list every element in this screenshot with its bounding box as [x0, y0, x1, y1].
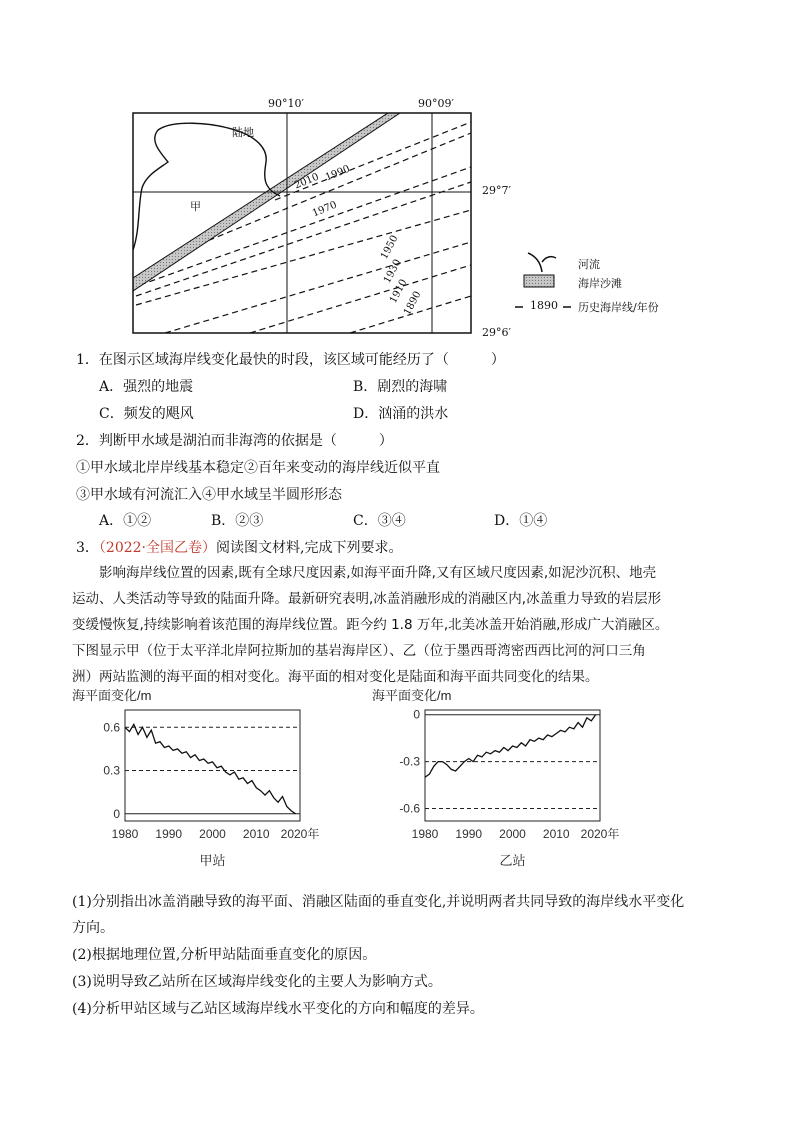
coastline-1930: [136, 210, 471, 305]
plot-frame: [125, 710, 300, 821]
sand-legend-icon: [524, 275, 554, 287]
plot-frame: [425, 710, 600, 821]
y-tick-label: 0: [113, 806, 120, 821]
lake-label: 甲: [190, 200, 201, 213]
chart-station-jia: [60, 686, 350, 886]
q2-option-a: A．①②: [99, 513, 152, 529]
year-label-1990: 1990: [323, 163, 352, 184]
year-label-2010: 2010: [292, 171, 321, 192]
y-tick-label: -0.3: [399, 754, 420, 769]
q2-option-d: D．①④: [494, 513, 548, 529]
q1-option-a: A．强烈的地震: [99, 379, 194, 395]
para-line: 影响海岸线位置的因素,既有全球尺度因素,如海平面升降,又有区域尺度因素,如泥沙沉积、地壳: [99, 565, 657, 581]
year-label-1930: 1930: [381, 257, 404, 286]
q3-subquestion-2: (2)根据地理位置,分析甲站陆面垂直变化的原因。: [72, 947, 377, 963]
q2-stem: 2．判断甲水域是湖泊而非海湾的依据是（ ）: [76, 433, 393, 449]
coastline-1910: [165, 242, 471, 333]
q2-option-b: B．②③: [211, 513, 264, 529]
legend-river-label: 河流: [578, 258, 600, 271]
chart-title: 甲站: [199, 853, 226, 868]
land-label: 陆地: [232, 126, 254, 139]
lat-label-top: 29°7′: [482, 184, 511, 197]
historic-coastlines: [136, 122, 471, 333]
q3-material-paragraph: [72, 560, 732, 690]
lat-label-bottom: 29°6′: [482, 326, 511, 339]
para-line: 运动、人类活动等导致的陆面升降。最新研究表明,冰盖消融形成的消融区内,冰盖重力导致的岩层形: [72, 591, 662, 607]
river-legend-icon: [528, 253, 556, 272]
series-line: [125, 724, 296, 813]
coastline-map-figure: [0, 0, 800, 350]
coastline-1950-b: [136, 182, 471, 296]
x-tick-label: 1980: [111, 827, 139, 841]
x-tick-label: 2010: [542, 827, 570, 841]
lon-label-left: 90°10′: [268, 97, 304, 110]
y-tick-label: 0.6: [103, 720, 120, 735]
sand-beach-band: [133, 113, 400, 291]
q2-statements-1: ①甲水域北岸岸线基本稳定②百年来变动的海岸线近似平直: [76, 460, 440, 476]
para-line: 变缓慢恢复,持续影响着该范围的海岸线位置。距今约 1.8 万年,北美冰盖开始消融,形成广大消融区。: [72, 617, 669, 633]
year-label-1890: 1890: [401, 289, 424, 318]
q3-source: （2022·全国乙卷）: [98, 540, 217, 556]
y-axis-title: 海平面变化/m: [72, 688, 152, 703]
y-tick-label: -0.6: [399, 801, 420, 816]
x-tick-label: 1990: [155, 827, 183, 841]
y-tick-label: 0: [413, 707, 420, 722]
q3-subquestion-1-cont: 方向。: [72, 920, 114, 936]
q2-option-c: C．③④: [353, 513, 406, 529]
q1-stem: 1．在图示区域海岸线变化最快的时段，该区域可能经历了（ ）: [76, 352, 505, 368]
x-tick-label: 2020年: [280, 827, 320, 841]
x-tick-label: 2020年: [580, 827, 620, 841]
year-label-1950: 1950: [378, 233, 401, 262]
chart-title: 乙站: [499, 853, 526, 868]
q3-subquestion-4: (4)分析甲站区域与乙站区域海岸线水平变化的方向和幅度的差异。: [72, 1001, 484, 1017]
year-label-1910: 1910: [387, 277, 410, 306]
q2-statements-2: ③甲水域有河流汇入④甲水域呈半圆形形态: [76, 487, 342, 503]
para-line: 洲）两站监测的海平面的相对变化。海平面的相对变化是陆面和海平面共同变化的结果。: [72, 669, 599, 685]
legend-sand-label: 海岸沙滩: [578, 277, 622, 290]
q1-option-d: D．汹涌的洪水: [353, 406, 449, 422]
y-tick-label: 0.3: [103, 763, 120, 778]
lon-label-right: 90°09′: [418, 97, 454, 110]
para-line: 下图显示甲（位于太平洋北岸阿拉斯加的基岩海岸区）、乙（位于墨西哥湾密西西比河的河口三角: [72, 643, 646, 659]
q3-subquestion-1: (1)分别指出冰盖消融导致的海平面、消融区陆面的垂直变化,并说明两者共同导致的海岸线水平变化: [72, 894, 685, 910]
y-axis-title: 海平面变化/m: [372, 688, 452, 703]
year-label-1970: 1970: [310, 199, 339, 220]
x-tick-label: 2000: [499, 827, 526, 841]
q3-heading: 3．（2022·全国乙卷）阅读图文材料,完成下列要求。: [76, 540, 403, 556]
legend-year-sample: 1890: [530, 299, 558, 312]
q3-subquestion-3: (3)说明导致乙站所在区域海岸线变化的主要人为影响方式。: [72, 974, 442, 990]
chart-station-yi: [360, 686, 650, 886]
q1-option-c: C．频发的飓风: [99, 406, 194, 422]
x-tick-label: 2000: [199, 827, 226, 841]
series-line: [425, 715, 596, 778]
x-tick-label: 1990: [455, 827, 483, 841]
x-tick-label: 1980: [411, 827, 439, 841]
legend-history-label: 历史海岸线/年份: [578, 301, 659, 314]
q1-option-b: B．剧烈的海啸: [353, 379, 448, 395]
x-tick-label: 2010: [242, 827, 270, 841]
